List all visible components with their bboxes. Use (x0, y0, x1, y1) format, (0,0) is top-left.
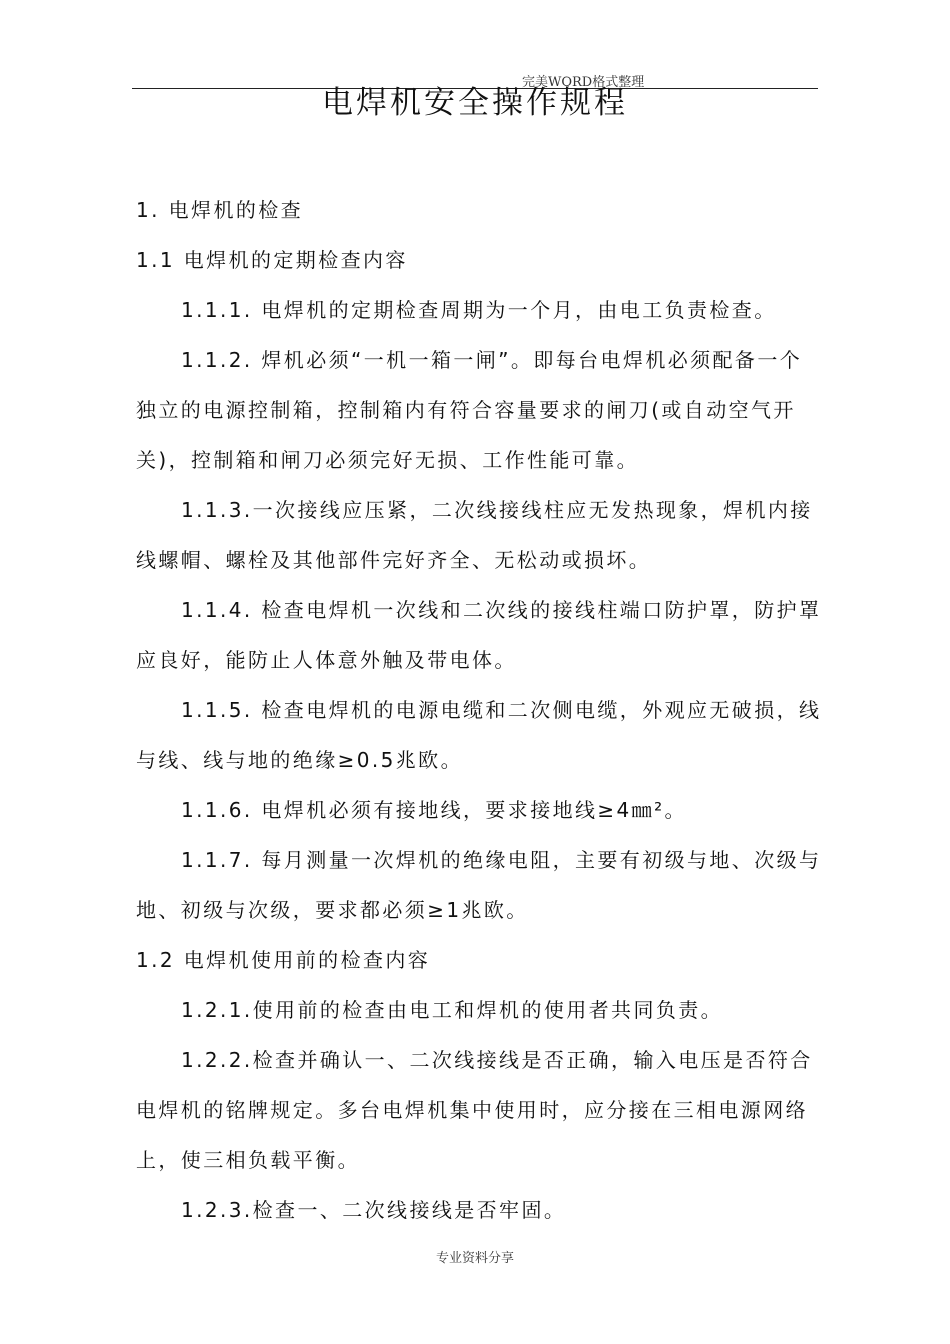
text-line: 1.1.2. 焊机必须“一机一箱一闸”。即每台电焊机必须配备一个 (181, 348, 803, 372)
page-footer-text: 专业资料分享 (435, 1251, 514, 1266)
text-line: 关)，控制箱和闸刀必须完好无损、工作性能可靠。 (136, 448, 640, 472)
text-line: 1.1.7. 每月测量一次焊机的绝缘电阻，主要有初级与地、次级与 (181, 848, 822, 872)
text-line: 与线、线与地的绝缘≥0.5兆欧。 (136, 748, 463, 772)
text-line: 1.2 电焊机使用前的检查内容 (136, 948, 431, 972)
text-line: 地、初级与次级，要求都必须≥1兆欧。 (136, 898, 529, 922)
text-line: 1.1.1. 电焊机的定期检查周期为一个月，由电工负责检查。 (181, 298, 777, 322)
text-line: 1.1.6. 电焊机必须有接地线，要求接地线≥4㎜²。 (181, 798, 687, 822)
text-line: 1.2.1.使用前的检查由电工和焊机的使用者共同负责。 (181, 998, 724, 1022)
text-line: 1.1 电焊机的定期检查内容 (136, 248, 408, 272)
text-line: 1.1.4. 检查电焊机一次线和二次线的接线柱端口防护罩，防护罩 (181, 598, 822, 622)
text-line: 电焊机的铭牌规定。多台电焊机集中使用时，应分接在三相电源网络 (136, 1098, 808, 1122)
document-body (136, 190, 822, 1240)
text-line: 1.2.2.检查并确认一、二次线接线是否正确，输入电压是否符合 (181, 1048, 813, 1072)
text-line: 线螺帽、螺栓及其他部件完好齐全、无松动或损坏。 (136, 548, 652, 572)
page-header-text: 完美WORD格式整理 (522, 75, 645, 90)
text-line: 应良好，能防止人体意外触及带电体。 (136, 648, 517, 672)
text-line: 上，使三相负载平衡。 (136, 1148, 360, 1172)
text-line: 1.1.5. 检查电焊机的电源电缆和二次侧电缆，外观应无破损，线 (181, 698, 822, 722)
text-line: 1.2.3.检查一、二次线接线是否牢固。 (181, 1198, 567, 1222)
text-line: 1.1.3.一次接线应压紧，二次线接线柱应无发热现象，焊机内接 (181, 498, 813, 522)
text-line: 独立的电源控制箱，控制箱内有符合容量要求的闸刀(或自动空气开 (136, 398, 796, 422)
text-line: 1. 电焊机的检查 (136, 198, 304, 222)
document-title: 电焊机安全操作规程 (322, 85, 628, 121)
